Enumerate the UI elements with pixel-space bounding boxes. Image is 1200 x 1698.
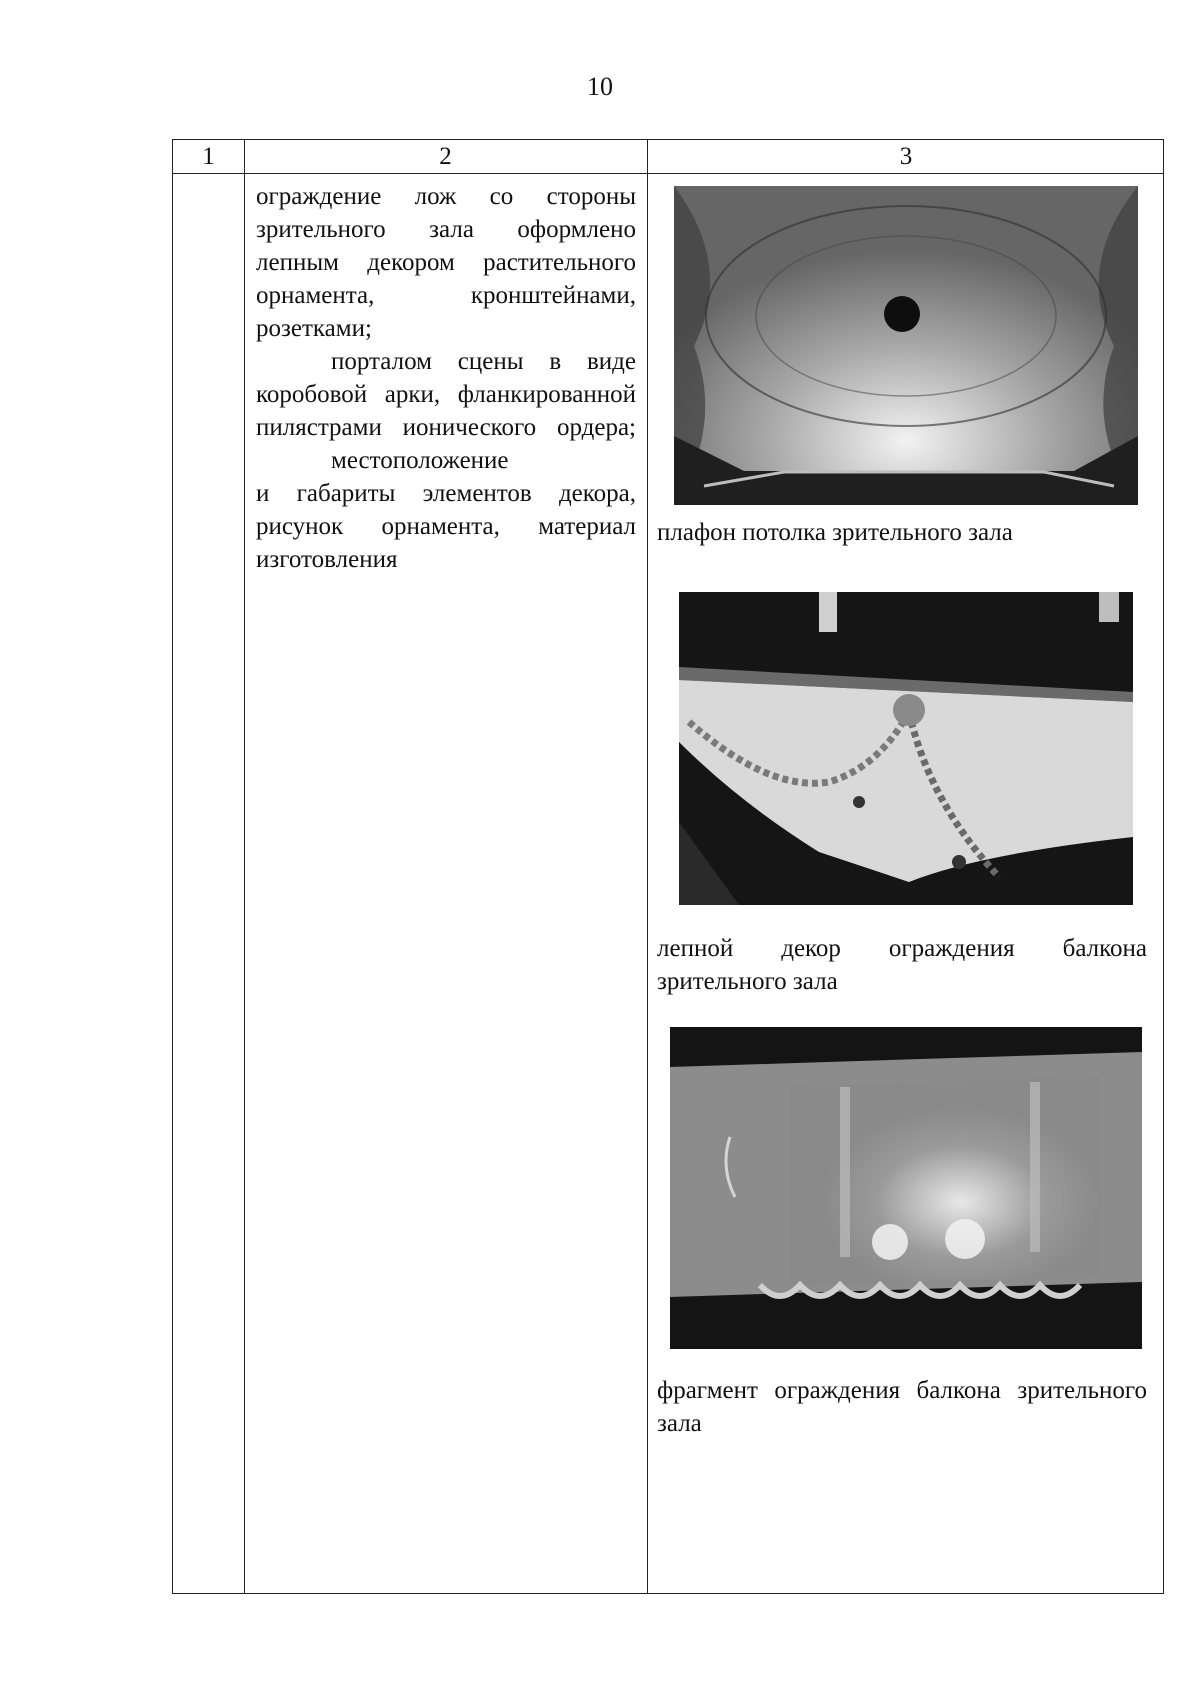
header-column-2: 2	[439, 143, 452, 170]
description-paragraph-3: местоположение	[331, 447, 509, 474]
description-paragraph-4: и габариты элементов декора, рисунок орнамента, материал изготовления	[256, 480, 636, 573]
column-divider-2	[647, 140, 648, 1593]
balcony-railing-fragment-photo	[670, 1027, 1142, 1349]
column-divider-1	[244, 140, 245, 1593]
header-column-3: 3	[899, 143, 913, 170]
ceiling-plafond-caption: плафон потолка зрительного зала	[657, 519, 1013, 546]
ceiling-plafond-photo	[674, 186, 1138, 505]
description-cell	[256, 180, 636, 576]
balcony-stucco-decor-photo	[679, 592, 1133, 905]
description-paragraph-1: ограждение лож со стороны зрительного зала оформлено лепным декором растительного орнамента, кронштейнами, розетками;	[256, 183, 636, 342]
balcony-stucco-decor-caption: лепной декор ограждения балкона зрительного зала	[657, 935, 1147, 995]
header-divider	[173, 173, 1163, 174]
page-number: 10	[587, 72, 613, 101]
description-paragraph-2: порталом сцены в виде коробовой арки, фланкированной пилястрами ионического ордера;	[256, 348, 636, 441]
header-column-1: 1	[202, 143, 215, 170]
balcony-railing-fragment-caption: фрагмент ограждения балкона зрительного зала	[657, 1377, 1147, 1437]
object-table	[172, 139, 1164, 1594]
